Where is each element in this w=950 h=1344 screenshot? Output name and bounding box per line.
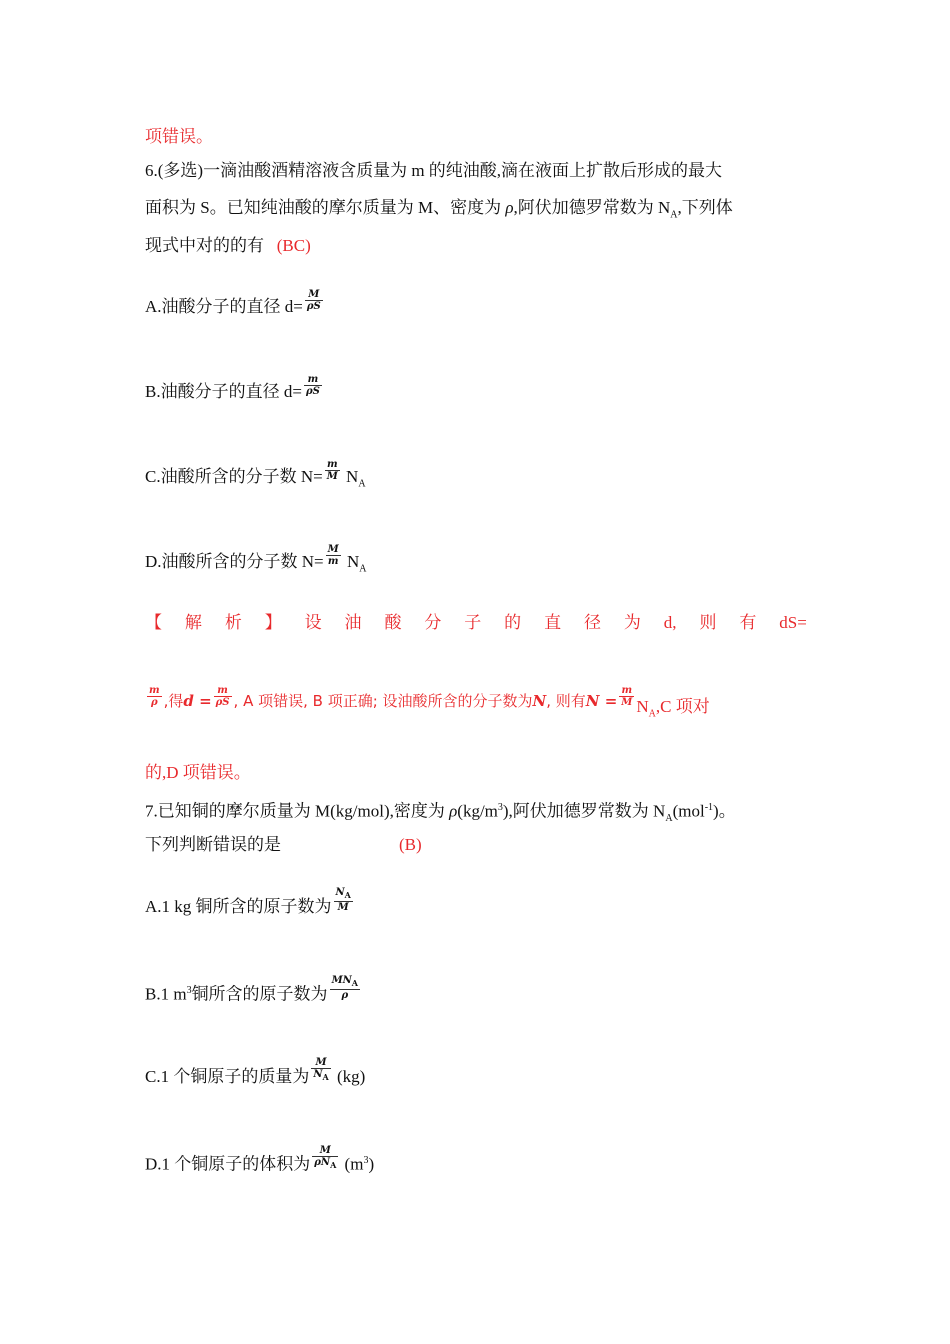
fraction: $\frac{M}{N_A}$: [313, 1057, 329, 1082]
fraction: $\frac{M}{\rho S}$: [306, 288, 321, 312]
q6-answer: (BC): [276, 236, 311, 255]
fraction: $\frac{m}{M}$: [326, 458, 338, 482]
fraction: $\frac{M}{\rho N_A}$: [314, 1144, 337, 1170]
fraction: $\frac{m}{\rho S}$: [215, 684, 230, 708]
fraction: $\frac{m}{M}$: [621, 684, 633, 708]
q6-stem-line3: 现式中对的的有 (BC): [145, 236, 311, 255]
q7-option-d: D.1 个铜原子的体积为 $\frac{M}{\rho N_A}$ $(m^3)$: [145, 1144, 375, 1174]
q7-answer: (B): [399, 835, 422, 854]
previous-answer-tail: 项错误。: [145, 127, 213, 146]
q6-analysis-line2: $\frac{m}{\rho}$ ,得d = $\frac{m}{\rho S}$ , A 项错误, B 项正确; 设油酸所含的分子数为N, 则有N = $\frac{m}{M}$ $N_A,C$ 项对: [149, 684, 710, 720]
fraction: $\frac{M}{m}$: [327, 543, 339, 567]
fraction: $\frac{N_A}{M}$: [335, 887, 351, 913]
q6-option-b: B.油酸分子的直径 d= $\frac{m}{\rho S}$: [145, 373, 320, 401]
fraction: $\frac{MN_A}{\rho}$: [331, 974, 358, 1001]
q6-analysis-line1: 【 解 析 】 设 油 酸 分 子 的 直 径 为 d, 则 有 dS=: [145, 613, 807, 632]
q7-stem-line1: 7.已知铜的摩尔质量为 M(kg/mol),密度为 $\rho(kg/m^3)$,阿伏加德罗常数为 $N_A(mol^{-1})$。: [145, 801, 736, 825]
fraction: $\frac{m}{\rho}$: [149, 684, 160, 708]
fraction: $\frac{m}{\rho S}$: [305, 373, 320, 397]
q7-option-a: A.1 kg 铜所含的原子数为 $\frac{N_A}{M}$: [145, 887, 351, 916]
q6-option-d: D.油酸所含的分子数 N= $\frac{M}{m}$ $N_A$: [145, 543, 367, 575]
q7-option-b: B.1 $m^3$铜所含的原子数为 $\frac{MN_A}{\rho}$: [145, 974, 358, 1004]
q7-option-c: C.1 个铜原子的质量为 $\frac{M}{N_A}$ (kg): [145, 1057, 366, 1086]
q6-analysis-line3: 的,D 项错误。: [145, 763, 251, 782]
q6-option-c: C.油酸所含的分子数 N= $\frac{m}{M}$ $N_A$: [145, 458, 366, 490]
q6-option-a: A.油酸分子的直径 d= $\frac{M}{\rho S}$: [145, 288, 321, 316]
q6-stem-line1: 6.(多选)一滴油酸酒精溶液含质量为 m 的纯油酸,滴在液面上扩散后形成的最大: [145, 161, 723, 180]
q6-stem-line2: 面积为 S。已知纯油酸的摩尔质量为 M、密度为 ρ,阿伏加德罗常数为 $N_A$,下列体: [145, 198, 733, 221]
q7-stem-line2: 下列判断错误的是 (B): [145, 835, 422, 854]
